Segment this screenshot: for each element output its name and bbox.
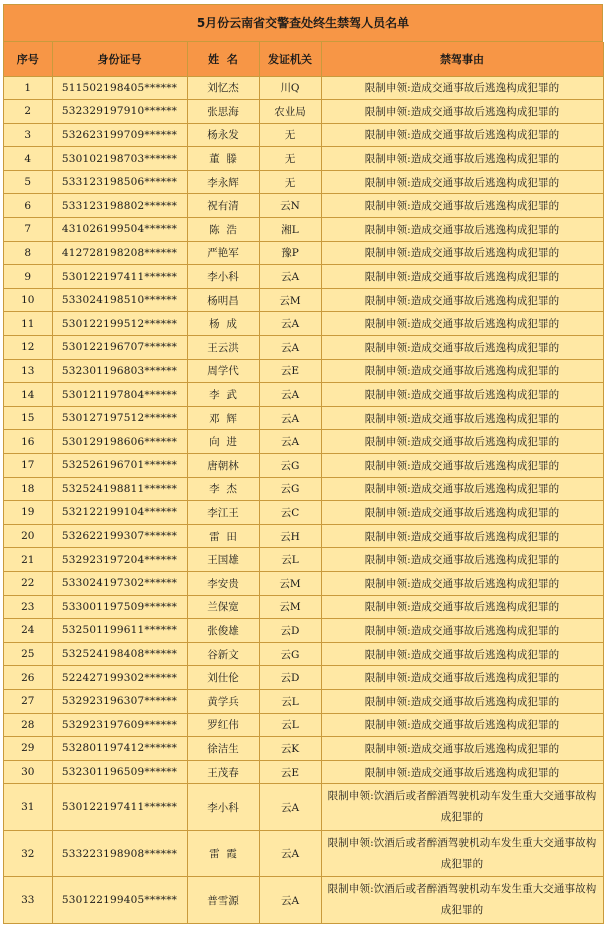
cell-serial-no: 28 bbox=[4, 713, 52, 737]
cell-name: 陈 浩 bbox=[187, 218, 259, 242]
cell-ban-reason: 限制申领:造成交通事故后逃逸构成犯罪的 bbox=[321, 147, 603, 171]
cell-serial-no: 33 bbox=[4, 877, 52, 924]
table-row bbox=[4, 571, 603, 595]
cell-issuing-authority: 云G bbox=[259, 454, 321, 478]
cell-issuing-authority: 云G bbox=[259, 477, 321, 501]
table-row bbox=[4, 619, 603, 643]
banned-drivers-table bbox=[4, 42, 604, 924]
cell-ban-reason: 限制申领:造成交通事故后逃逸构成犯罪的 bbox=[321, 265, 603, 289]
table-row bbox=[4, 218, 603, 242]
cell-id-number: 533123198802****** bbox=[52, 194, 187, 218]
cell-serial-no: 23 bbox=[4, 595, 52, 619]
banned-drivers-sheet bbox=[3, 4, 603, 924]
cell-name: 向 进 bbox=[187, 430, 259, 454]
cell-issuing-authority: 云L bbox=[259, 548, 321, 572]
cell-issuing-authority: 川Q bbox=[259, 76, 321, 100]
cell-ban-reason: 限制申领:造成交通事故后逃逸构成犯罪的 bbox=[321, 406, 603, 430]
table-body bbox=[4, 76, 603, 923]
cell-issuing-authority: 云A bbox=[259, 430, 321, 454]
cell-ban-reason: 限制申领:造成交通事故后逃逸构成犯罪的 bbox=[321, 548, 603, 572]
cell-name: 王茂春 bbox=[187, 760, 259, 784]
cell-id-number: 533123198506****** bbox=[52, 170, 187, 194]
table-row bbox=[4, 642, 603, 666]
cell-name: 王云洪 bbox=[187, 336, 259, 360]
cell-issuing-authority: 无 bbox=[259, 170, 321, 194]
cell-id-number: 533223198908****** bbox=[52, 830, 187, 877]
cell-ban-reason: 限制申领:造成交通事故后逃逸构成犯罪的 bbox=[321, 689, 603, 713]
cell-serial-no: 4 bbox=[4, 147, 52, 171]
table-row bbox=[4, 359, 603, 383]
cell-id-number: 522427199302****** bbox=[52, 666, 187, 690]
cell-id-number: 532329197910****** bbox=[52, 100, 187, 124]
cell-serial-no: 19 bbox=[4, 501, 52, 525]
cell-ban-reason: 限制申领:造成交通事故后逃逸构成犯罪的 bbox=[321, 383, 603, 407]
cell-issuing-authority: 湘L bbox=[259, 218, 321, 242]
cell-name: 李江王 bbox=[187, 501, 259, 525]
cell-name: 兰保宽 bbox=[187, 595, 259, 619]
cell-id-number: 533024198510****** bbox=[52, 288, 187, 312]
cell-issuing-authority: 云A bbox=[259, 830, 321, 877]
cell-serial-no: 10 bbox=[4, 288, 52, 312]
cell-name: 王国雄 bbox=[187, 548, 259, 572]
cell-issuing-authority: 云A bbox=[259, 265, 321, 289]
table-row bbox=[4, 265, 603, 289]
cell-issuing-authority: 云M bbox=[259, 571, 321, 595]
cell-id-number: 532501199611****** bbox=[52, 619, 187, 643]
cell-issuing-authority: 云M bbox=[259, 288, 321, 312]
cell-id-number: 532923197204****** bbox=[52, 548, 187, 572]
table-row bbox=[4, 241, 603, 265]
cell-serial-no: 32 bbox=[4, 830, 52, 877]
cell-name: 张俊雄 bbox=[187, 619, 259, 643]
cell-ban-reason: 限制申领:饮酒后或者醉酒驾驶机动车发生重大交通事故构成犯罪的 bbox=[321, 877, 603, 924]
cell-serial-no: 8 bbox=[4, 241, 52, 265]
cell-name: 刘仕伦 bbox=[187, 666, 259, 690]
cell-ban-reason: 限制申领:造成交通事故后逃逸构成犯罪的 bbox=[321, 642, 603, 666]
table-row bbox=[4, 194, 603, 218]
sheet-title: 5月份云南省交警查处终生禁驾人员名单 bbox=[4, 5, 603, 42]
cell-issuing-authority: 云K bbox=[259, 737, 321, 761]
cell-serial-no: 27 bbox=[4, 689, 52, 713]
cell-id-number: 530102198703****** bbox=[52, 147, 187, 171]
cell-id-number: 532923196307****** bbox=[52, 689, 187, 713]
cell-serial-no: 9 bbox=[4, 265, 52, 289]
cell-issuing-authority: 云A bbox=[259, 877, 321, 924]
cell-ban-reason: 限制申领:造成交通事故后逃逸构成犯罪的 bbox=[321, 312, 603, 336]
cell-ban-reason: 限制申领:造成交通事故后逃逸构成犯罪的 bbox=[321, 454, 603, 478]
cell-serial-no: 5 bbox=[4, 170, 52, 194]
cell-serial-no: 24 bbox=[4, 619, 52, 643]
cell-serial-no: 3 bbox=[4, 123, 52, 147]
cell-id-number: 431026199504****** bbox=[52, 218, 187, 242]
cell-name: 黄学兵 bbox=[187, 689, 259, 713]
cell-issuing-authority: 豫P bbox=[259, 241, 321, 265]
cell-issuing-authority: 云E bbox=[259, 359, 321, 383]
cell-issuing-authority: 云A bbox=[259, 383, 321, 407]
table-row bbox=[4, 383, 603, 407]
cell-serial-no: 11 bbox=[4, 312, 52, 336]
cell-serial-no: 13 bbox=[4, 359, 52, 383]
cell-name: 严艳军 bbox=[187, 241, 259, 265]
cell-issuing-authority: 农业局 bbox=[259, 100, 321, 124]
cell-id-number: 533001197509****** bbox=[52, 595, 187, 619]
table-row bbox=[4, 312, 603, 336]
table-row bbox=[4, 76, 603, 100]
cell-issuing-authority: 云C bbox=[259, 501, 321, 525]
cell-id-number: 532526196701****** bbox=[52, 454, 187, 478]
header-issuing-authority: 发证机关 bbox=[259, 42, 321, 76]
cell-name: 罗红伟 bbox=[187, 713, 259, 737]
cell-ban-reason: 限制申领:造成交通事故后逃逸构成犯罪的 bbox=[321, 100, 603, 124]
cell-name: 杨明昌 bbox=[187, 288, 259, 312]
cell-serial-no: 31 bbox=[4, 784, 52, 831]
cell-ban-reason: 限制申领:饮酒后或者醉酒驾驶机动车发生重大交通事故构成犯罪的 bbox=[321, 830, 603, 877]
cell-serial-no: 20 bbox=[4, 524, 52, 548]
table-row bbox=[4, 524, 603, 548]
table-row bbox=[4, 737, 603, 761]
table-row bbox=[4, 288, 603, 312]
table-row bbox=[4, 100, 603, 124]
cell-issuing-authority: 云L bbox=[259, 713, 321, 737]
cell-name: 董 滕 bbox=[187, 147, 259, 171]
cell-name: 徐洁生 bbox=[187, 737, 259, 761]
cell-id-number: 530129198606****** bbox=[52, 430, 187, 454]
cell-ban-reason: 限制申领:造成交通事故后逃逸构成犯罪的 bbox=[321, 123, 603, 147]
cell-ban-reason: 限制申领:造成交通事故后逃逸构成犯罪的 bbox=[321, 218, 603, 242]
cell-ban-reason: 限制申领:造成交通事故后逃逸构成犯罪的 bbox=[321, 359, 603, 383]
cell-ban-reason: 限制申领:造成交通事故后逃逸构成犯罪的 bbox=[321, 524, 603, 548]
table-row bbox=[4, 501, 603, 525]
cell-name: 周学代 bbox=[187, 359, 259, 383]
cell-id-number: 532122199104****** bbox=[52, 501, 187, 525]
cell-issuing-authority: 云N bbox=[259, 194, 321, 218]
cell-serial-no: 12 bbox=[4, 336, 52, 360]
cell-issuing-authority: 云A bbox=[259, 312, 321, 336]
table-row bbox=[4, 430, 603, 454]
cell-name: 杨 成 bbox=[187, 312, 259, 336]
cell-name: 谷新文 bbox=[187, 642, 259, 666]
cell-issuing-authority: 云A bbox=[259, 336, 321, 360]
cell-id-number: 532524198811****** bbox=[52, 477, 187, 501]
cell-name: 邓 辉 bbox=[187, 406, 259, 430]
table-row bbox=[4, 595, 603, 619]
cell-serial-no: 21 bbox=[4, 548, 52, 572]
header-id-number: 身份证号 bbox=[52, 42, 187, 76]
cell-id-number: 532301196803****** bbox=[52, 359, 187, 383]
table-row bbox=[4, 877, 603, 924]
cell-issuing-authority: 云D bbox=[259, 666, 321, 690]
cell-ban-reason: 限制申领:造成交通事故后逃逸构成犯罪的 bbox=[321, 76, 603, 100]
cell-ban-reason: 限制申领:造成交通事故后逃逸构成犯罪的 bbox=[321, 571, 603, 595]
cell-ban-reason: 限制申领:造成交通事故后逃逸构成犯罪的 bbox=[321, 194, 603, 218]
cell-ban-reason: 限制申领:造成交通事故后逃逸构成犯罪的 bbox=[321, 501, 603, 525]
cell-issuing-authority: 无 bbox=[259, 147, 321, 171]
cell-serial-no: 1 bbox=[4, 76, 52, 100]
cell-name: 刘忆杰 bbox=[187, 76, 259, 100]
cell-ban-reason: 限制申领:造成交通事故后逃逸构成犯罪的 bbox=[321, 595, 603, 619]
cell-serial-no: 6 bbox=[4, 194, 52, 218]
cell-id-number: 532623199709****** bbox=[52, 123, 187, 147]
cell-ban-reason: 限制申领:造成交通事故后逃逸构成犯罪的 bbox=[321, 737, 603, 761]
cell-id-number: 412728198208****** bbox=[52, 241, 187, 265]
table-row bbox=[4, 406, 603, 430]
cell-issuing-authority: 云H bbox=[259, 524, 321, 548]
table-row bbox=[4, 713, 603, 737]
cell-name: 张思海 bbox=[187, 100, 259, 124]
table-row bbox=[4, 760, 603, 784]
table-row bbox=[4, 689, 603, 713]
cell-id-number: 511502198405****** bbox=[52, 76, 187, 100]
table-row bbox=[4, 336, 603, 360]
cell-serial-no: 15 bbox=[4, 406, 52, 430]
cell-name: 李 武 bbox=[187, 383, 259, 407]
cell-serial-no: 30 bbox=[4, 760, 52, 784]
cell-issuing-authority: 云A bbox=[259, 784, 321, 831]
cell-issuing-authority: 云D bbox=[259, 619, 321, 643]
cell-serial-no: 2 bbox=[4, 100, 52, 124]
header-row bbox=[4, 42, 603, 76]
cell-serial-no: 18 bbox=[4, 477, 52, 501]
cell-ban-reason: 限制申领:造成交通事故后逃逸构成犯罪的 bbox=[321, 760, 603, 784]
cell-serial-no: 26 bbox=[4, 666, 52, 690]
cell-ban-reason: 限制申领:造成交通事故后逃逸构成犯罪的 bbox=[321, 430, 603, 454]
table-row bbox=[4, 454, 603, 478]
cell-id-number: 532801197412****** bbox=[52, 737, 187, 761]
cell-id-number: 530122199405****** bbox=[52, 877, 187, 924]
header-serial-no: 序号 bbox=[4, 42, 52, 76]
cell-ban-reason: 限制申领:造成交通事故后逃逸构成犯罪的 bbox=[321, 241, 603, 265]
table-row bbox=[4, 147, 603, 171]
cell-id-number: 532622199307****** bbox=[52, 524, 187, 548]
cell-name: 李小科 bbox=[187, 784, 259, 831]
cell-id-number: 532923197609****** bbox=[52, 713, 187, 737]
cell-ban-reason: 限制申领:造成交通事故后逃逸构成犯罪的 bbox=[321, 477, 603, 501]
cell-issuing-authority: 云E bbox=[259, 760, 321, 784]
cell-serial-no: 14 bbox=[4, 383, 52, 407]
table-row bbox=[4, 784, 603, 831]
cell-name: 李 杰 bbox=[187, 477, 259, 501]
cell-serial-no: 29 bbox=[4, 737, 52, 761]
cell-name: 唐朝林 bbox=[187, 454, 259, 478]
cell-ban-reason: 限制申领:造成交通事故后逃逸构成犯罪的 bbox=[321, 336, 603, 360]
table-row bbox=[4, 477, 603, 501]
cell-ban-reason: 限制申领:造成交通事故后逃逸构成犯罪的 bbox=[321, 619, 603, 643]
cell-name: 祝有清 bbox=[187, 194, 259, 218]
cell-name: 雷 田 bbox=[187, 524, 259, 548]
cell-ban-reason: 限制申领:造成交通事故后逃逸构成犯罪的 bbox=[321, 288, 603, 312]
cell-name: 李安贵 bbox=[187, 571, 259, 595]
cell-name: 普雪源 bbox=[187, 877, 259, 924]
cell-serial-no: 7 bbox=[4, 218, 52, 242]
cell-issuing-authority: 无 bbox=[259, 123, 321, 147]
cell-id-number: 532301196509****** bbox=[52, 760, 187, 784]
cell-serial-no: 25 bbox=[4, 642, 52, 666]
cell-serial-no: 22 bbox=[4, 571, 52, 595]
cell-id-number: 530122199512****** bbox=[52, 312, 187, 336]
cell-id-number: 532524198408****** bbox=[52, 642, 187, 666]
cell-issuing-authority: 云M bbox=[259, 595, 321, 619]
cell-name: 杨永发 bbox=[187, 123, 259, 147]
cell-id-number: 530121197804****** bbox=[52, 383, 187, 407]
cell-ban-reason: 限制申领:饮酒后或者醉酒驾驶机动车发生重大交通事故构成犯罪的 bbox=[321, 784, 603, 831]
header-name: 姓 名 bbox=[187, 42, 259, 76]
table-row bbox=[4, 830, 603, 877]
table-row bbox=[4, 666, 603, 690]
cell-id-number: 530122196707****** bbox=[52, 336, 187, 360]
header-ban-reason: 禁驾事由 bbox=[321, 42, 603, 76]
cell-issuing-authority: 云G bbox=[259, 642, 321, 666]
table-row bbox=[4, 170, 603, 194]
cell-issuing-authority: 云A bbox=[259, 406, 321, 430]
cell-name: 李小科 bbox=[187, 265, 259, 289]
cell-id-number: 533024197302****** bbox=[52, 571, 187, 595]
cell-ban-reason: 限制申领:造成交通事故后逃逸构成犯罪的 bbox=[321, 713, 603, 737]
cell-ban-reason: 限制申领:造成交通事故后逃逸构成犯罪的 bbox=[321, 666, 603, 690]
cell-ban-reason: 限制申领:造成交通事故后逃逸构成犯罪的 bbox=[321, 170, 603, 194]
cell-name: 李永辉 bbox=[187, 170, 259, 194]
cell-issuing-authority: 云L bbox=[259, 689, 321, 713]
cell-serial-no: 17 bbox=[4, 454, 52, 478]
table-row bbox=[4, 123, 603, 147]
cell-id-number: 530122197411****** bbox=[52, 265, 187, 289]
table-row bbox=[4, 548, 603, 572]
cell-name: 雷 霞 bbox=[187, 830, 259, 877]
cell-serial-no: 16 bbox=[4, 430, 52, 454]
cell-id-number: 530127197512****** bbox=[52, 406, 187, 430]
cell-id-number: 530122197411****** bbox=[52, 784, 187, 831]
